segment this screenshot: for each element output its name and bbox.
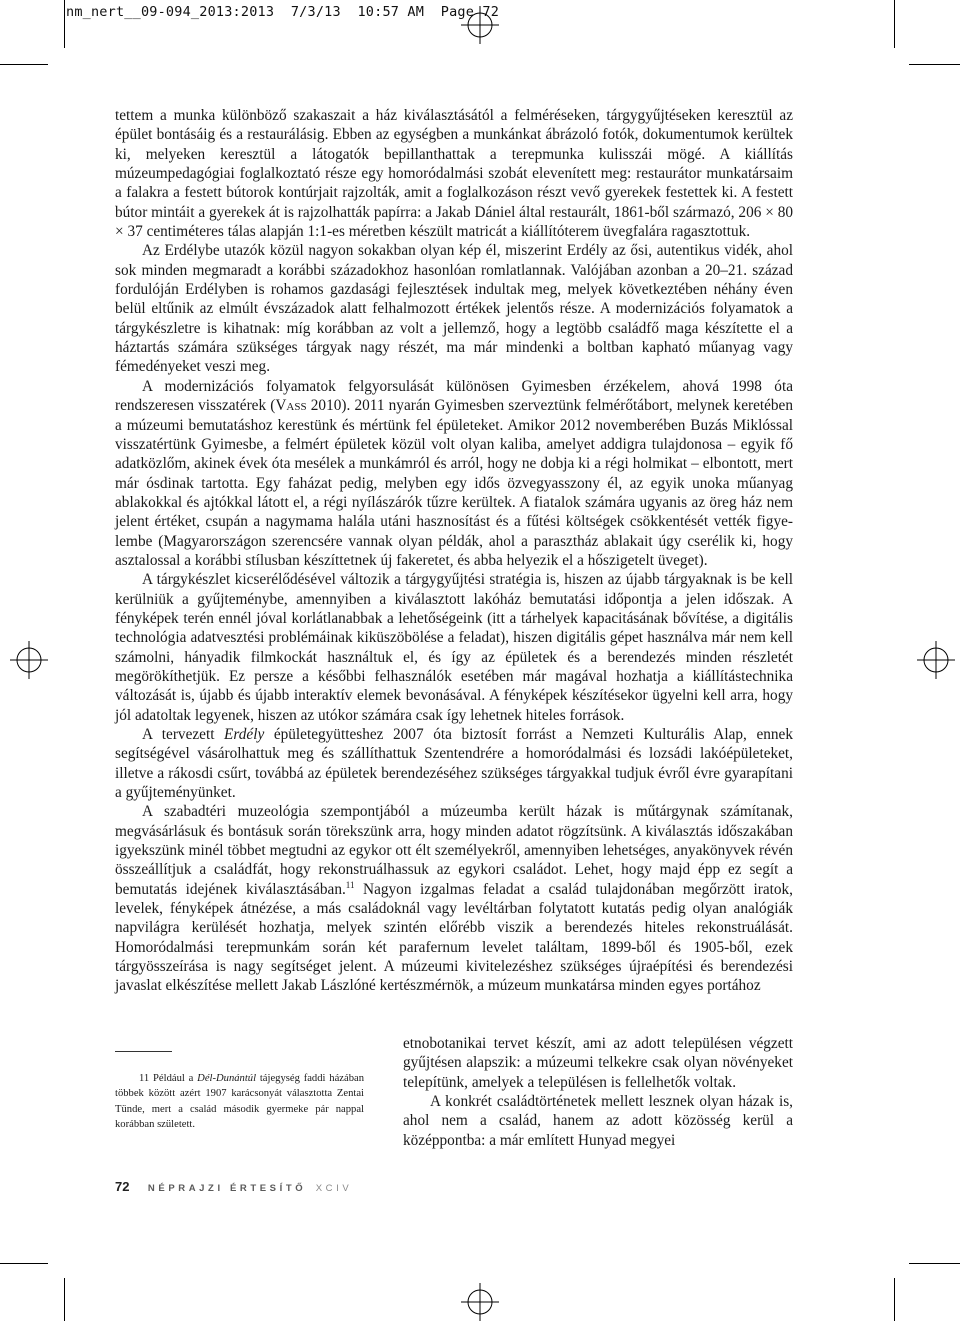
slug-line: nm_nert__09-094_2013:2013 7/3/13 10:57 AM Page 72 [66,4,500,20]
text-run: tájegység faddi házában többek között azért 1907 karácsonyát választotta Zentai Tünde, mert a család második gyermeke pár nappal korábban született. [115,1073,364,1130]
paragraph: Az Erdélybe utazók közül nagyon sokakban olyan kép él, miszerint Erdély az ősi, autentikus vidék, ahol sok minden megmaradt a korábbi századokhoz hasonlóan romlatlannak. Valójában azonban a 20–21. század fordulóján Erdélyben is rohamos gazdasági fejlesztések indultak meg, melyek következtében néhány éven belül eltűnik az elmúlt évszázadok alatt felhalmozott értékek jelentős része. A modernizációs folyamatok a tárgykészletre is kihatnak: míg korábban az volt a jellemző, hogy a legtöbb családfő maga készítette el a háztartás számára szükséges tárgyak nagy részét, ma már mindenki a boltban kapható műanyag vagy fémedényeket veszi meg. [115,242,793,376]
page-number: 72 [115,1179,130,1194]
text-run: A szabadtéri muzeológia szempontjából a múzeumba került házak is műtárgynak számítanak, megvásárlásuk és bontásuk során törekszünk arra, hogy minden adatot rögzítsünk. A kiválasztás időszakában igyekszünk minél többet megtudni az egykor ott élt személyekről, amennyiben lehetséges, anyakönyvek révén összeállítjuk a családfát, hogy rekonstruálhassuk az egykori családot. Lehet, hogy majd épp ez segít a bemutatás idejének kiválasztásában. [115,803,793,898]
volume-number: XCIV [315,1183,353,1194]
crop-mark [909,64,960,65]
paragraph [115,802,793,995]
paragraph: A konkrét családtörténetek mellett lesznek olyan házak is, ahol nem a család, hanem az adott közösség kerül a középpontba: a már említett Hunyad megyei [403,1093,793,1149]
text-run: 11 Például a [139,1073,198,1084]
crop-mark [894,0,895,48]
paragraph [115,377,793,570]
text-run: A tervezett [142,726,225,743]
crop-mark [0,1263,48,1264]
cited-author: Vass [275,397,307,415]
footnote-reference: 11 [345,879,355,890]
crop-mark [64,1278,65,1321]
journal-title: NÉPRAJZI ÉRTESÍTŐ [147,1183,307,1194]
crop-mark [64,0,65,48]
text-run: A modernizációs folyamatok felgyorsulását különösen Gyimesben érzékelem, ahová 1998 óta rendszeresen visszatérek ( [115,377,793,415]
crop-mark [909,1263,960,1264]
footnote-rule [115,1051,172,1052]
italic-term: Dél-Dunántúl [197,1073,257,1084]
text-run: 2010). 2011 nyarán Gyimesben szerveztünk felmérőtábort, melynek keretében a múzeumi bemutatáshoz kerestünk és mértünk fel épületeket. Amikor 2012 novemberében Buzás Miklóssal visszatértünk Gyimesbe, a felmért épületek közül volt olyan kaliba, amelyet addigra tulajdonosa – egyik fő adatközlőm, akinek évek óta mesélek a munkámról és arról, hogy ne dobja ki a régi holmikat – elbontott, mert már ósdinak tartotta. Egy faházat pedig, melyben egy idős özvegyasszony él, az egyik unoka műanyag ablakokkal és ajtókkal látott el, a régi nyílászárók tűzre kerültek. A fiatalok számára ugyanis az öreg ház nem jelent értéket, csupán a nagymama halála utáni hasznosítást és a fűtési költségek csökkentését vették figyelembe (Magyarországon szerencsére vannak olyan példák, ahol a parasztház ablakait úgy cserélik ki, hogy asztalossal a korábbi stílusban készíttetnek új fakeretet, és abba helyezik el a hőszigetelt üveget). [115,397,793,569]
registration-mark-icon [461,1283,499,1321]
footnote-text [115,1071,364,1132]
crop-mark [894,1278,895,1321]
text-run: épületegyütteshez 2007 óta biztosít forrást a Nemzeti Kulturális Alap, ennek segítségével vásárolhattuk meg és szállíthattuk Szentendrére a homoródalmási és lozsádi lakóépületeket, illetve a rákosdi csűrt, továbbá az épületek berendezéséhez szükséges tárgyakkal tudjuk évről évre gyarapítani a gyűjteményünket. [115,726,793,802]
paragraph: A tárgykészlet kicserélődésével változik a tárgygyűjtési stratégia is, hiszen az újabb tárgyaknak is be kell kerülniük a gyűjteménybe, amennyiben a kiválasztott lakóház bemutatási időpontja a jelen időszak. A fényképek terén ennél jóval korlátlanabbak a lehetőségeink (itt a tárhelyek kapacitásának bővítése, a digitális technológia adatvesztési problémáinak kiküszöbölése a feladat), hiszen digitális gépet használva már nem kell számolni, hányadik filmkockát használtuk el, és így az épületek és a berendezés minden részletét megörökíthetjük. Ez persze a későbbi felhasználók esetében már magával hozhatja a kiállítástechnika változását is, újabb és újabb interaktív elemek bevonásával. A fényképek készítésekor ügyelni kell arra, hogy jól adatoltak legyenek, hiszen az utókor számára csak így lehetnek hiteles források. [115,571,793,724]
body-text [115,106,793,996]
page-footer [115,1178,352,1196]
registration-mark-icon [461,6,499,44]
text-run: Nagyon izgalmas feladat a család tulajdonában megőrzött iratok, levelek, fényképek átnézése, a más családoknál vagy levéltárban folytatott kutatás pedig olyan analógiák napvilágra kerülését hozhatja, melyek szintén előrébb viszik a berendezés hiteles rekonstruálását. Homoródalmási terepmunkám során két parafernum levelet találtam, 1899-ből és 1905-ből, ezek tárgyösszeírása is nagy segítséget jelent. A múzeumi kivitelezéshez szükséges újraépítési és berendezési javaslat elkészítése mellett Jakab Lászlóné kertészmérnök, a múzeum munkatársa minden egyes portához [115,880,793,995]
body-text-narrow-column [403,1034,793,1150]
footnote [115,1071,364,1132]
italic-title: Erdély [224,726,265,743]
registration-mark-icon [917,641,955,679]
paragraph: tettem a munka különböző szakaszait a ház kiválasztásától a felméréseken, tárgygyűjtéseken keresztül az épület bontásáig és a restaurálásig. Ebben az egységben a munkánkat ábrázoló fotók, dokumentumok kerültek ki, melyeken keresztül a látogatók bepillanthattak a terepmunka kulisszái mögé. A kiállítás múzeumpedagógiai foglalkoztató része egy homoródalmási szobát elevenített meg: restaurátor munkatársaim a falakra a festett bútorok kontúrjait rajzolták, amit a foglalkozáson részt vevő gyerekek festettek ki. A festett bútor mintáit a gyerekek át is rajzolhatták papírra: a Jakab Dániel által restaurált, 1861-ből származó, 206 × 80 × 37 centiméteres tálas alapján 1:1-es méretben készült matricát a kiállítóterem üvegfalára ragasztottuk. [115,107,793,241]
registration-mark-icon [10,641,48,679]
crop-mark [0,64,48,65]
paragraph [115,725,793,802]
paragraph-continuation: etnobotanikai tervet készít, ami az adott településen végzett gyűjtésen alapszik: a múzeumi telkekre csak olyan növényeket telepítünk, amelyek a településen is fellelhetők voltak. [403,1035,793,1091]
